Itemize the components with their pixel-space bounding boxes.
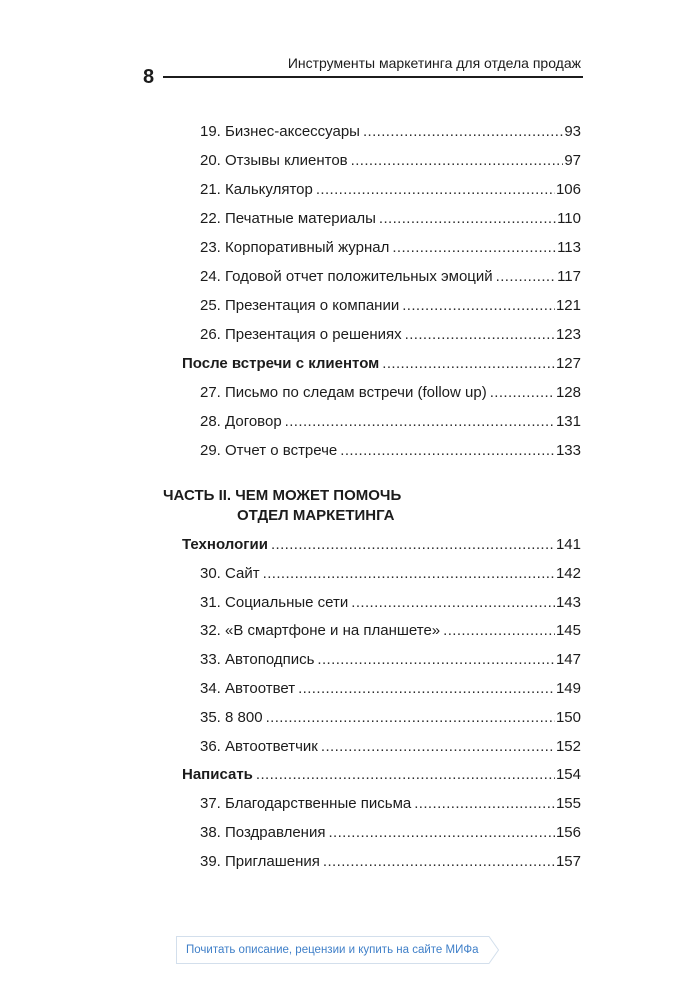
toc-entry-title: 33. Автоподпись [200,651,315,669]
toc-entry-page: 133 [555,442,581,459]
dot-leader [392,233,556,262]
toc-section-heading [163,761,581,790]
buy-on-mif-link-label[interactable]: Почитать описание, рецензии и купить на сайте МИФа [186,944,479,956]
table-of-contents-part-2 [163,531,581,877]
toc-entry [163,589,581,618]
toc-entry [163,175,581,204]
dot-leader [405,320,555,349]
dot-leader [340,436,555,465]
toc-entry [163,407,581,436]
toc-entry-page: 145 [555,622,581,640]
toc-entry-title: 19. Бизнес-аксессуары [200,123,360,140]
toc-section-page: 141 [555,536,581,553]
toc-entry [163,560,581,589]
toc-entry-title: 34. Автоответ [200,679,296,697]
dot-leader [351,589,555,618]
toc-entry [163,320,581,349]
dot-leader [351,146,564,175]
dot-leader [316,175,555,204]
part-heading-line-1: ЧАСТЬ II. ЧЕМ МОЖЕТ ПОМОЧЬ [163,487,402,504]
toc-entry [163,436,581,465]
toc-section-title: Технологии [182,536,268,553]
toc-entry-page: 93 [564,123,581,140]
toc-entry-page: 113 [557,239,581,256]
toc-entry [163,704,581,733]
toc-entry [163,204,581,233]
toc-section-title: После встречи с клиентом [182,355,380,372]
toc-section-title: Написать [182,766,253,784]
toc-entry-page: 128 [555,384,581,401]
toc-entry-title: 21. Калькулятор [200,181,313,198]
buy-on-mif-link[interactable] [176,936,500,964]
dot-leader [285,407,555,436]
dot-leader [271,531,555,560]
toc-entry-title: 37. Благодарственные письма [200,795,412,813]
toc-entry-page: 147 [555,651,581,669]
toc-entry-page: 150 [555,708,581,726]
toc-entry-title: 24. Годовой отчет положительных эмоций [200,268,493,285]
toc-section-heading [163,531,581,560]
dot-leader [490,378,555,407]
toc-entry-page: 123 [555,326,581,343]
toc-entry [163,117,581,146]
toc-entry-page: 157 [555,852,581,870]
toc-entry-page: 152 [555,737,581,755]
header-rule [163,76,583,78]
toc-entry-page: 131 [555,413,581,430]
toc-entry-page: 97 [564,152,581,169]
toc-entry [163,790,581,819]
toc-entry-title: 26. Презентация о решениях [200,326,402,343]
dot-leader [263,560,555,589]
toc-entry-title: 36. Автоответчик [200,737,318,755]
running-title: Инструменты маркетинга для отдела продаж [287,55,581,71]
toc-section-page: 127 [555,355,581,372]
toc-entry-page: 117 [557,268,581,285]
dot-leader [379,204,556,233]
toc-entry-page: 143 [555,593,581,611]
toc-entry-page: 155 [555,795,581,813]
toc-entry-title: 28. Договор [200,413,282,430]
toc-entry-title: 30. Сайт [200,564,260,582]
toc-entry-title: 32. «В смартфоне и на планшете» [200,622,441,640]
toc-entry-title: 29. Отчет о встрече [200,442,338,459]
dot-leader [382,349,555,378]
toc-entry-page: 156 [555,823,581,841]
dot-leader [256,761,555,790]
toc-entry-title: 20. Отзывы клиентов [200,152,348,169]
toc-entry-title: 31. Социальные сети [200,593,349,611]
dot-leader [496,262,556,291]
dot-leader [323,848,555,877]
toc-entry [163,848,581,877]
toc-section-page: 154 [555,766,581,784]
toc-entry-page: 149 [555,679,581,697]
part-heading [163,486,583,526]
toc-entry [163,617,581,646]
toc-entry-title: 38. Поздравления [200,823,326,841]
toc-entry-title: 27. Письмо по следам встречи (follow up) [200,384,487,401]
page-number: 8 [143,66,155,88]
toc-entry [163,233,581,262]
toc-entry-page: 142 [555,564,581,582]
dot-leader [414,790,555,819]
dot-leader [363,117,563,146]
dot-leader [317,646,555,675]
dot-leader [443,617,555,646]
dot-leader [321,733,555,762]
toc-entry [163,291,581,320]
toc-entry [163,819,581,848]
table-of-contents-part-1 [163,117,581,465]
toc-section-heading [163,349,581,378]
part-heading-line-2: ОТДЕЛ МАРКЕТИНГА [237,507,395,524]
dot-leader [298,675,555,704]
toc-entry-page: 106 [555,181,581,198]
dot-leader [266,704,555,733]
toc-entry [163,378,581,407]
toc-entry-page: 121 [555,297,581,314]
toc-entry-title: 39. Приглашения [200,852,320,870]
toc-entry [163,262,581,291]
toc-entry [163,146,581,175]
toc-entry [163,675,581,704]
toc-entry [163,733,581,762]
toc-entry-title: 35. 8 800 [200,708,263,726]
dot-leader [402,291,555,320]
toc-entry-page: 110 [557,210,581,227]
toc-entry-title: 25. Презентация о компании [200,297,400,314]
toc-entry-title: 23. Корпоративный журнал [200,239,390,256]
toc-entry-title: 22. Печатные материалы [200,210,376,227]
dot-leader [328,819,555,848]
toc-entry [163,646,581,675]
